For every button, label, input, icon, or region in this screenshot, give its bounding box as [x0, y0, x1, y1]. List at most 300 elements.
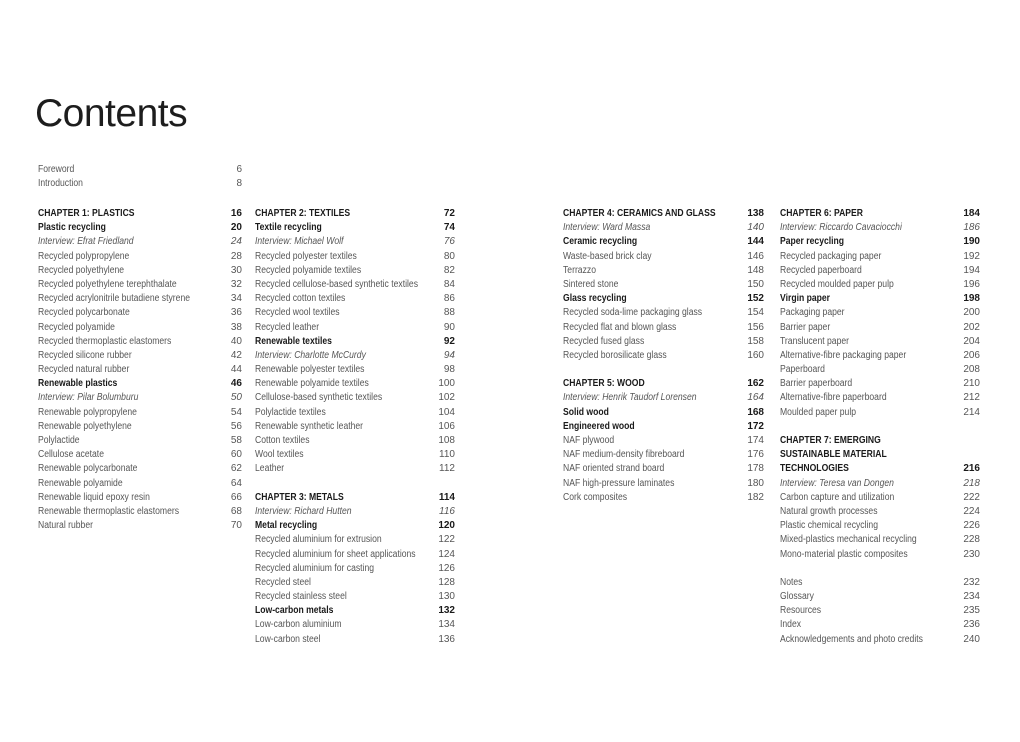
page-title: Contents [35, 92, 188, 135]
toc-entry-label: Polylactide [38, 435, 80, 446]
toc-entry-label: Ceramic recycling [563, 236, 638, 248]
toc-entry [255, 321, 455, 335]
toc-entry-page: 70 [230, 520, 242, 532]
toc-entry [255, 420, 455, 434]
toc-entry-label: Recycled steel [255, 576, 311, 588]
toc-entry [38, 406, 242, 420]
toc-spacer [563, 363, 764, 377]
toc-entry-label: Recycled soda-lime packaging glass [563, 307, 703, 319]
toc-entry [255, 633, 455, 647]
toc-entry-label: Foreword [38, 164, 75, 175]
toc-entry-page: 6 [236, 164, 242, 175]
toc-entry-label: Recycled thermoplastic elastomers [38, 335, 172, 347]
toc-entry-page: 60 [230, 449, 242, 461]
toc-entry [255, 335, 455, 349]
toc-entry-label: Renewable polyamide [38, 477, 123, 489]
toc-entry [780, 207, 980, 221]
toc-entry [38, 420, 242, 434]
toc-entry-page: 146 [747, 250, 764, 262]
toc-entry [563, 207, 764, 221]
toc-entry-label: Interview: Teresa van Dongen [780, 477, 894, 489]
toc-entry-label: Cellulose acetate [38, 449, 104, 461]
toc-entry-page: 72 [443, 208, 455, 219]
toc-entry-label: Interview: Ward Massa [563, 222, 651, 234]
toc-entry-page: 208 [963, 364, 980, 376]
toc-entry [780, 363, 980, 377]
toc-entry-label: Recycled polyethylene terephthalate [38, 278, 177, 290]
toc-entry [563, 292, 764, 306]
toc-entry-label: Wool textiles [255, 449, 304, 461]
toc-entry [780, 548, 980, 562]
toc-entry-page: 116 [439, 505, 455, 517]
toc-entry-page: 138 [747, 208, 764, 219]
toc-entry-page: 104 [438, 406, 455, 418]
toc-entry-label: Recycled cellulose-based synthetic textiles [255, 278, 419, 290]
toc-entry-page: 174 [747, 435, 764, 446]
toc-entry-page: 230 [963, 548, 980, 560]
toc-entry-page: 46 [230, 378, 242, 390]
toc-entry-label: Renewable polyamide textiles [255, 378, 369, 390]
toc-entry-label: Glass recycling [563, 293, 627, 305]
toc-entry-label: Acknowledgements and photo credits [780, 633, 923, 645]
toc-entry-label: Cork composites [563, 491, 628, 503]
toc-entry-label: Interview: Charlotte McCurdy [255, 349, 366, 361]
toc-entry [38, 250, 242, 264]
toc-entry-label: Interview: Pilar Bolumburu [38, 392, 139, 404]
toc-entry-page: 202 [963, 321, 980, 333]
toc-entry [255, 377, 455, 391]
toc-entry-label: CHAPTER 3: METALS [255, 491, 344, 503]
toc-entry-label: Metal recycling [255, 520, 318, 532]
toc-entry-page: 232 [963, 576, 980, 588]
toc-entry-page: 64 [230, 477, 242, 489]
toc-entry-page: 74 [443, 222, 455, 234]
toc-entry [255, 562, 455, 576]
toc-entry-label: CHAPTER 5: WOOD [563, 378, 645, 390]
toc-entry [780, 576, 980, 590]
toc-entry-label: Textile recycling [255, 222, 322, 234]
toc-entry-label: Interview: Efrat Friedland [38, 236, 134, 248]
toc-entry [780, 448, 980, 462]
toc-entry [38, 349, 242, 363]
toc-entry-page: 32 [230, 278, 242, 290]
toc-entry [38, 505, 242, 519]
toc-entry-page: 235 [963, 605, 980, 617]
toc-entry-label: Barrier paper [780, 321, 831, 333]
toc-entry-label: Recycled aluminium for casting [255, 562, 375, 574]
toc-entry-page: 42 [230, 349, 242, 361]
toc-entry-page: 8 [236, 178, 242, 190]
toc-column-plastics [38, 207, 242, 533]
toc-entry-label: Natural rubber [38, 520, 93, 532]
toc-entry-label: Renewable polycarbonate [38, 463, 138, 475]
toc-entry-label: Recycled packaging paper [780, 250, 882, 262]
toc-entry [563, 221, 764, 235]
toc-entry [780, 618, 980, 632]
toc-entry-label: Leather [255, 463, 285, 475]
toc-entry [38, 292, 242, 306]
toc-entry-page: 30 [230, 264, 242, 276]
toc-entry-label: NAF oriented strand board [563, 463, 665, 475]
toc-entry-label: Waste-based brick clay [563, 250, 652, 262]
toc-entry-label: Recycled flat and blown glass [563, 321, 677, 333]
toc-entry [780, 590, 980, 604]
toc-entry-page: 162 [747, 378, 764, 390]
toc-entry-page: 82 [443, 264, 455, 276]
toc-entry-label: Carbon capture and utilization [780, 491, 895, 503]
toc-entry [780, 377, 980, 391]
toc-entry [255, 590, 455, 604]
toc-entry [563, 264, 764, 278]
toc-entry-label: Cellulose-based synthetic textiles [255, 392, 383, 404]
toc-entry [255, 448, 455, 462]
toc-entry-page: 114 [438, 491, 455, 503]
toc-entry-label: Recycled polycarbonate [38, 307, 130, 319]
toc-entry-label: Renewable liquid epoxy resin [38, 491, 150, 503]
toc-entry [38, 434, 242, 448]
toc-entry-label: Engineered wood [563, 420, 635, 432]
toc-entry-label: Translucent paper [780, 335, 850, 347]
toc-entry-page: 140 [747, 222, 764, 234]
toc-entry-label: Glossary [780, 591, 814, 603]
toc-entry-label: Recycled polyamide [38, 321, 115, 333]
toc-entry-page: 186 [963, 222, 980, 234]
toc-entry [780, 250, 980, 264]
toc-entry-label: Renewable synthetic leather [255, 420, 364, 432]
toc-entry [255, 221, 455, 235]
toc-entry-label: Recycled polyethylene [38, 264, 125, 276]
toc-entry [780, 633, 980, 647]
toc-entry-label: Renewable thermoplastic elastomers [38, 505, 180, 517]
toc-entry-page: 206 [963, 349, 980, 361]
toc-entry-label: Mixed-plastics mechanical recycling [780, 534, 917, 546]
toc-entry-label: Low-carbon steel [255, 633, 321, 645]
toc-entry-page: 106 [438, 420, 455, 432]
toc-entry-label: Recycled borosilicate glass [563, 349, 667, 361]
toc-entry-label: Introduction [38, 178, 83, 190]
toc-entry-label: Interview: Henrik Taudorf Lorensen [563, 392, 697, 404]
toc-entry [563, 477, 764, 491]
toc-entry-label: CHAPTER 7: EMERGING [780, 435, 881, 446]
toc-entry-page: 234 [963, 591, 980, 603]
toc-entry-page: 84 [443, 278, 455, 290]
toc-entry [780, 434, 980, 448]
toc-entry [255, 491, 455, 505]
toc-entry-label: Renewable polyethylene [38, 420, 132, 432]
toc-column-textiles-metals [255, 207, 455, 647]
toc-entry-label: NAF high-pressure laminates [563, 477, 675, 489]
toc-entry-label: Moulded paper pulp [780, 406, 857, 418]
toc-entry-page: 182 [747, 491, 764, 503]
toc-entry-page: 196 [963, 278, 980, 290]
toc-entry-label: Recycled aluminium for extrusion [255, 534, 382, 546]
toc-entry [255, 505, 455, 519]
toc-entry-page: 102 [438, 392, 455, 404]
toc-entry-page: 218 [963, 477, 980, 489]
toc-entry-page: 28 [230, 250, 242, 262]
toc-entry-page: 200 [963, 307, 980, 319]
toc-entry [38, 491, 242, 505]
toc-entry-label: Renewable polyester textiles [255, 364, 365, 376]
toc-entry-page: 92 [443, 335, 455, 347]
toc-entry [563, 321, 764, 335]
toc-entry-label: Low-carbon aluminium [255, 619, 342, 631]
toc-entry [255, 306, 455, 320]
toc-column-paper-emerging [780, 207, 980, 647]
toc-entry [38, 207, 242, 221]
toc-entry [563, 306, 764, 320]
toc-entry-label: Packaging paper [780, 307, 845, 319]
toc-entry-page: 94 [443, 349, 455, 361]
toc-entry [780, 235, 980, 249]
toc-entry [255, 264, 455, 278]
toc-entry-label: Recycled stainless steel [255, 591, 347, 603]
toc-entry [563, 278, 764, 292]
toc-entry-page: 16 [230, 208, 242, 219]
toc-entry [780, 477, 980, 491]
toc-entry-page: 236 [963, 619, 980, 631]
toc-entry-label: Natural growth processes [780, 505, 878, 517]
toc-entry-label: Index [780, 619, 802, 631]
toc-entry [255, 391, 455, 405]
toc-entry-page: 192 [963, 250, 980, 262]
toc-entry-label: Virgin paper [780, 293, 831, 305]
toc-entry-label: Solid wood [563, 406, 609, 418]
toc-spacer [780, 420, 980, 434]
toc-entry-page: 222 [963, 491, 980, 503]
toc-spacer [780, 562, 980, 576]
toc-entry-label: Recycled moulded paper pulp [780, 278, 894, 290]
toc-entry-page: 108 [438, 435, 455, 446]
toc-entry-label: Interview: Richard Hutten [255, 505, 352, 517]
toc-entry-label: Cotton textiles [255, 435, 310, 446]
toc-entry [563, 462, 764, 476]
toc-entry-page: 148 [747, 264, 764, 276]
toc-column-ceramics-wood [563, 207, 764, 505]
toc-entry [780, 462, 980, 476]
toc-entry-label: Notes [780, 576, 803, 588]
toc-entry [255, 250, 455, 264]
toc-entry-page: 88 [443, 307, 455, 319]
toc-entry-label: Recycled polyester textiles [255, 250, 357, 262]
toc-entry [780, 278, 980, 292]
toc-entry [780, 264, 980, 278]
toc-entry-label: CHAPTER 2: TEXTILES [255, 208, 351, 219]
toc-entry [563, 406, 764, 420]
toc-entry-label: Renewable plastics [38, 378, 118, 390]
toc-entry-page: 66 [230, 491, 242, 503]
toc-entry-page: 176 [747, 449, 764, 461]
toc-entry [780, 292, 980, 306]
toc-entry-label: Recycled cotton textiles [255, 293, 346, 305]
toc-entry-label: Recycled acrylonitrile butadiene styrene [38, 293, 191, 305]
toc-entry [38, 163, 242, 177]
toc-entry-label: Barrier paperboard [780, 378, 853, 390]
toc-entry-label: Paper recycling [780, 236, 845, 248]
toc-entry-label: Renewable polypropylene [38, 406, 137, 418]
toc-entry [780, 221, 980, 235]
toc-entry-page: 50 [230, 392, 242, 404]
toc-entry [255, 207, 455, 221]
toc-entry-label: Renewable textiles [255, 335, 332, 347]
toc-entry-page: 110 [439, 449, 455, 461]
toc-entry-label: NAF medium-density fibreboard [563, 449, 685, 461]
toc-entry-label: Alternative-fibre packaging paper [780, 349, 907, 361]
toc-entry [780, 321, 980, 335]
toc-entry [38, 363, 242, 377]
toc-entry-page: 150 [747, 278, 764, 290]
toc-entry [38, 278, 242, 292]
toc-entry-page: 38 [230, 321, 242, 333]
toc-entry [563, 250, 764, 264]
toc-entry-label: Recycled polypropylene [38, 250, 130, 262]
toc-entry-label: Plastic recycling [38, 222, 106, 234]
toc-entry [255, 349, 455, 363]
toc-entry [780, 306, 980, 320]
toc-entry-page: 158 [747, 335, 764, 347]
toc-entry-page: 100 [438, 378, 455, 390]
toc-entry-page: 68 [230, 505, 242, 517]
toc-entry [255, 576, 455, 590]
toc-entry [38, 335, 242, 349]
toc-entry [38, 391, 242, 405]
toc-entry-label: CHAPTER 4: CERAMICS AND GLASS [563, 208, 716, 219]
toc-entry [38, 264, 242, 278]
toc-entry-page: 154 [747, 307, 764, 319]
toc-spacer [255, 477, 455, 491]
toc-entry [255, 363, 455, 377]
toc-entry-page: 184 [963, 208, 980, 219]
toc-entry [38, 221, 242, 235]
toc-entry-page: 130 [438, 591, 455, 603]
toc-entry-label: Interview: Riccardo Cavaciocchi [780, 222, 902, 234]
toc-entry-page: 76 [443, 236, 455, 248]
toc-entry-page: 240 [963, 633, 980, 645]
toc-entry-page: 34 [230, 293, 242, 305]
toc-entry-label: Mono-material plastic composites [780, 548, 908, 560]
toc-entry [563, 491, 764, 505]
toc-entry-page: 136 [438, 633, 455, 645]
toc-entry [255, 278, 455, 292]
toc-entry [563, 391, 764, 405]
toc-entry [563, 349, 764, 363]
toc-entry-page: 190 [963, 236, 980, 248]
toc-entry-page: 204 [963, 335, 980, 347]
toc-entry [38, 519, 242, 533]
toc-entry [38, 321, 242, 335]
toc-entry [563, 434, 764, 448]
toc-entry-page: 58 [230, 435, 242, 446]
toc-entry-page: 90 [443, 321, 455, 333]
toc-entry-label: Interview: Michael Wolf [255, 236, 344, 248]
toc-entry-page: 112 [439, 463, 455, 475]
toc-entry-page: 194 [963, 264, 980, 276]
toc-entry-page: 168 [747, 406, 764, 418]
toc-entry-page: 156 [747, 321, 764, 333]
toc-entry-page: 180 [747, 477, 764, 489]
toc-entry-label: Recycled silicone rubber [38, 349, 132, 361]
toc-entry [38, 177, 242, 191]
toc-entry [563, 235, 764, 249]
toc-entry-label: Polylactide textiles [255, 406, 326, 418]
toc-entry [38, 477, 242, 491]
toc-entry-page: 120 [438, 520, 455, 532]
toc-entry-page: 198 [963, 293, 980, 305]
toc-entry-label: Recycled polyamide textiles [255, 264, 362, 276]
toc-entry [780, 505, 980, 519]
toc-entry-label: Alternative-fibre paperboard [780, 392, 887, 404]
toc-entry-page: 122 [438, 534, 455, 546]
toc-entry-page: 160 [747, 349, 764, 361]
toc-entry-page: 98 [443, 364, 455, 376]
toc-entry [563, 420, 764, 434]
toc-entry [255, 604, 455, 618]
toc-entry [563, 377, 764, 391]
toc-entry [38, 462, 242, 476]
toc-entry-label: CHAPTER 6: PAPER [780, 208, 863, 219]
toc-entry-label: Paperboard [780, 364, 825, 376]
front-matter-list [38, 163, 242, 191]
toc-entry-label: Recycled natural rubber [38, 364, 130, 376]
toc-entry-label: CHAPTER 1: PLASTICS [38, 208, 135, 219]
toc-entry-label: Recycled aluminium for sheet applications [255, 548, 416, 560]
toc-entry-page: 134 [438, 619, 455, 631]
toc-entry-page: 214 [963, 406, 980, 418]
toc-entry-page: 132 [438, 605, 455, 617]
toc-entry-page: 210 [963, 378, 980, 390]
toc-entry [563, 448, 764, 462]
toc-entry-label: Low-carbon metals [255, 605, 334, 617]
toc-entry-page: 226 [963, 520, 980, 532]
toc-entry [780, 391, 980, 405]
toc-entry-label: Sintered stone [563, 278, 619, 290]
toc-entry [780, 335, 980, 349]
toc-entry [255, 406, 455, 420]
toc-entry-label: Recycled wool textiles [255, 307, 340, 319]
toc-entry-page: 224 [963, 505, 980, 517]
toc-entry-page: 80 [443, 250, 455, 262]
toc-entry [780, 406, 980, 420]
toc-entry-page: 164 [747, 392, 764, 404]
toc-entry-page: 36 [230, 307, 242, 319]
toc-entry-page: 216 [963, 463, 980, 475]
toc-entry-label: NAF plywood [563, 435, 615, 446]
toc-entry-page: 128 [438, 576, 455, 588]
toc-entry [255, 618, 455, 632]
toc-entry [38, 235, 242, 249]
toc-entry-page: 172 [747, 420, 764, 432]
toc-entry [38, 377, 242, 391]
toc-entry-label: Terrazzo [563, 264, 596, 276]
toc-entry-label: Resources [780, 605, 822, 617]
toc-entry [563, 335, 764, 349]
toc-entry-page: 24 [230, 236, 242, 248]
toc-entry [255, 548, 455, 562]
toc-entry-page: 144 [747, 236, 764, 248]
toc-entry-page: 44 [230, 364, 242, 376]
toc-entry [255, 519, 455, 533]
toc-entry [38, 448, 242, 462]
toc-entry-page: 62 [230, 463, 242, 475]
toc-entry [255, 292, 455, 306]
toc-entry [255, 462, 455, 476]
toc-entry-page: 56 [230, 420, 242, 432]
toc-entry-label: SUSTAINABLE MATERIAL [780, 449, 887, 461]
toc-entry-page: 124 [438, 548, 455, 560]
toc-entry [780, 604, 980, 618]
toc-entry-label: Recycled leather [255, 321, 320, 333]
toc-entry-page: 40 [230, 335, 242, 347]
